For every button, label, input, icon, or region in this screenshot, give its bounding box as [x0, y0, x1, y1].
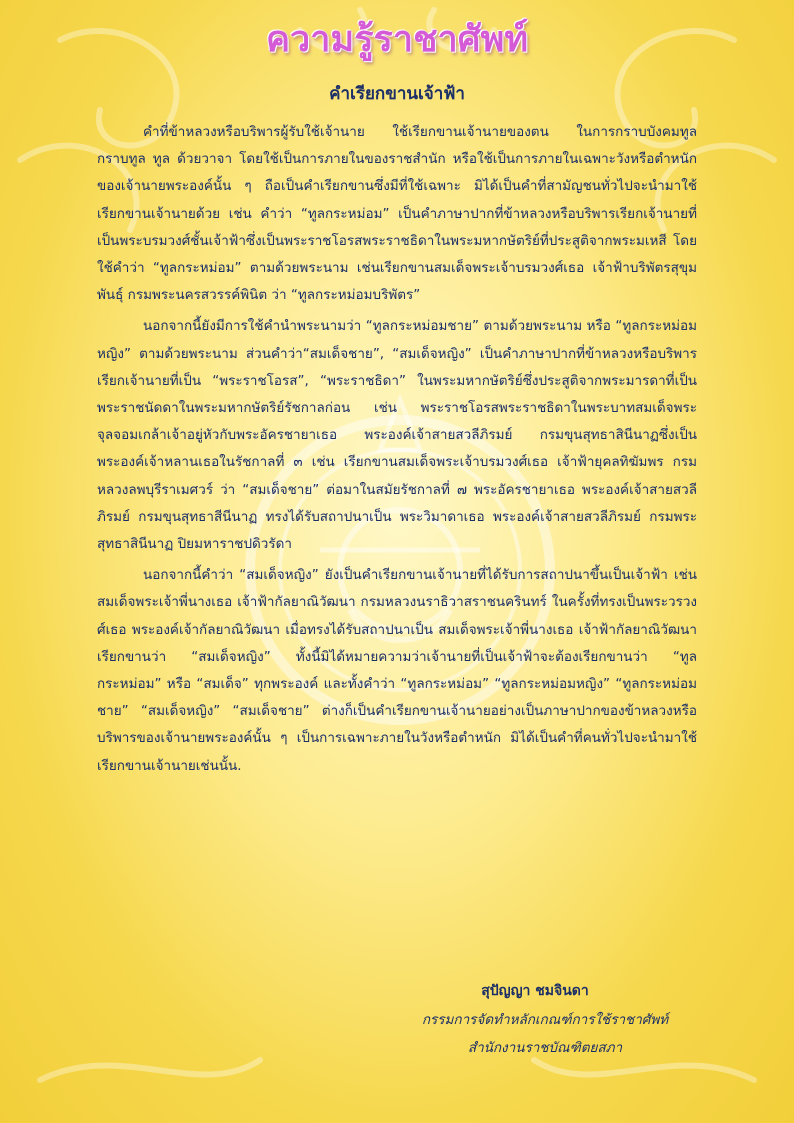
author-name: สุปัญญา ชมจินดา [481, 983, 589, 999]
paragraph-1: คำที่ข้าหลวงหรือบริพารผู้รับใช้เจ้านาย ใช้เรียกขานเจ้านายของตน ในการกราบบังคมทูล กราบทูล ทูล ด้วยวาจา โดยใช้เป็นการภายในของราชสำนัก หรือใช้เป็นการภายในเฉพาะวังหรือตำหนักของเจ้านายพระองค์นั้น ๆ ถือเป็นคำเรียกขานซึ่งมีที่ใช้เฉพาะ มิได้เป็นคำที่สามัญชนทั่วไปจะนำมาใช้เรียกขานเจ้านายด้วย เช่น คำว่า “ทูลกระหม่อม” เป็นคำภาษาปากที่ข้าหลวงหรือบริพารเรียกเจ้านายที่เป็นพระบรมวงศ์ชั้นเจ้าฟ้าซึ่งเป็นพระราชโอรสพระราชธิดาในพระมหากษัตริย์ที่ประสูติจากพระมเหสี โดยใช้คำว่า “ทูลกระหม่อม” ตามด้วยพระนาม เช่นเรียกขานสมเด็จพระเจ้าบรมวงศ์เธอ เจ้าฟ้าบริพัตรสุขุมพันธุ์ กรมพระนครสวรรค์พินิต ว่า “ทูลกระหม่อมบริพัตร” [97, 124, 697, 304]
paragraph-2: นอกจากนี้ยังมีการใช้คำนำพระนามว่า “ทูลกระหม่อมชาย” ตามด้วยพระนาม หรือ “ทูลกระหม่อมหญิง” ตามด้วยพระนาม ส่วนคำว่า“สมเด็จชาย”, “สมเด็จหญิง” เป็นคำภาษาปากที่ข้าหลวงหรือบริพารเรียกเจ้านายที่เป็น “พระราชโอรส”, “พระราชธิดา” ในพระมหากษัตริย์ซึ่งประสูติจากพระมารดาที่เป็นพระราชนัดดาในพระมหากษัตริย์รัชกาลก่อน เช่น พระราชโอรสพระราชธิดาในพระบาทสมเด็จพระจุลจอมเกล้าเจ้าอยู่หัวกับพระอัครชายาเธอ พระองค์เจ้าสายสวลีภิรมย์ กรมขุนสุทธาสินีนาฏซึ่งเป็นพระองค์เจ้าหลานเธอในรัชกาลที่ ๓ เช่น เรียกขานสมเด็จพระเจ้าบรมวงศ์เธอ เจ้าฟ้ายุคลทิฆัมพร กรมหลวงลพบุรีราเมศวร์ ว่า “สมเด็จชาย” ต่อมาในสมัยรัชกาลที่ ๗ พระอัครชายาเธอ พระองค์เจ้าสายสวลีภิรมย์ กรมขุนสุทธาสีนีนาฏ ทรงได้รับสถาปนาเป็น พระวิมาดาเธอ พระองค์เจ้าสายสวลีภิรมย์ กรมพระสุทธาสินีนาฏ ปิยมหาราชปดิวรัดา [97, 318, 697, 553]
paragraph-3: นอกจากนี้คำว่า “สมเด็จหญิง” ยังเป็นคำเรียกขานเจ้านายที่ได้รับการสถาปนาขึ้นเป็นเจ้าฟ้า เช่น สมเด็จพระเจ้าพี่นางเธอ เจ้าฟ้ากัลยาณิวัฒนา กรมหลวงนราธิวาสราชนครินทร์ ในครั้งที่ทรงเป็นพระวรวงศ์เธอ พระองค์เจ้ากัลยาณิวัฒนา เมื่อทรงได้รับสถาปนาเป็น สมเด็จพระเจ้าพี่นางเธอ เจ้าฟ้ากัลยาณิวัฒนา เรียกขานว่า “สมเด็จหญิง” ทั้งนี้มิได้หมายความว่าเจ้านายที่เป็นเจ้าฟ้าจะต้องเรียกขานว่า “ทูลกระหม่อม” หรือ “สมเด็จ” ทุกพระองค์ และทั้งคำว่า “ทูลกระหม่อม” “ทูลกระหม่อมหญิง” “ทูลกระหม่อมชาย” “สมเด็จหญิง” “สมเด็จชาย” ต่างก็เป็นคำเรียกขานเจ้านายอย่างเป็นภาษาปากของข้าหลวงหรือบริพารของเจ้านายพระองค์นั้น ๆ เป็นการเฉพาะภายในวังหรือตำหนัก มิได้เป็นคำที่คนทั่วไปจะนำมาใช้เรียกขานเจ้านายเช่นนั้น. [97, 567, 697, 774]
signature-block [380, 976, 710, 1062]
page-subtitle: คำเรียกขานเจ้าฟ้า [329, 84, 465, 104]
article-body [97, 119, 697, 784]
page-title: ความรู้ราชาศัพท์ [265, 19, 529, 60]
author-organization: สำนักงานราชบัณฑิตยสภา [467, 1040, 623, 1056]
author-role: กรรมการจัดทำหลักเกณฑ์การใช้ราชาศัพท์ [421, 1012, 669, 1028]
